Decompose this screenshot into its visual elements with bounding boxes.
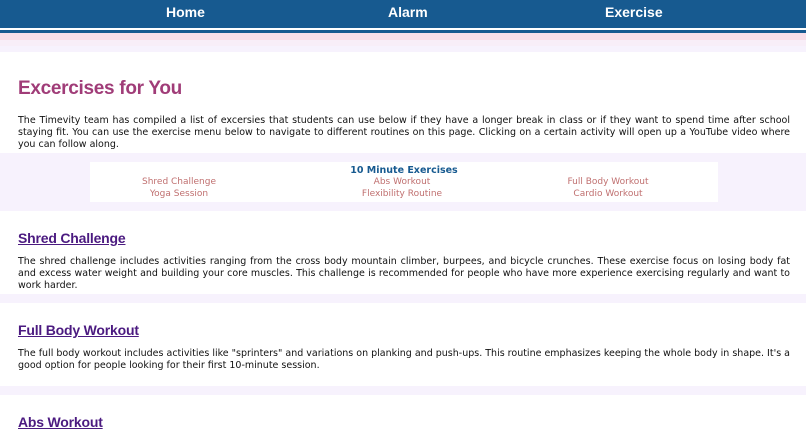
menu-item-abs-workout[interactable]: Abs Workout xyxy=(373,177,431,187)
nav-home-link[interactable]: Home xyxy=(166,4,205,20)
menu-item-cardio-workout[interactable]: Cardio Workout xyxy=(573,189,643,199)
page-title: Excercises for You xyxy=(18,78,182,99)
section-title-abs-workout: Abs Workout xyxy=(18,414,103,430)
exercise-menu-title: 10 Minute Exercises xyxy=(350,165,458,176)
section-shred-challenge xyxy=(0,211,806,294)
section-title-full-body-workout: Full Body Workout xyxy=(18,322,139,338)
section-text-full-body-workout: The full body workout includes activities like "sprinters" and variations on planking and push-ups. This routine emphasizes keeping the whole body in shape. It's a good option for people looking for their first 10-minute session. xyxy=(18,348,790,371)
top-nav xyxy=(0,0,806,46)
nav-alarm-link[interactable]: Alarm xyxy=(388,4,428,20)
section-title-shred-challenge: Shred Challenge xyxy=(18,230,126,246)
section-abs-workout xyxy=(0,395,806,433)
nav-divider-lavender xyxy=(0,40,806,46)
intro-section xyxy=(0,52,806,153)
section-text-shred-challenge: The shred challenge includes activities ranging from the cross body mountain climber, burpees, and bicycle crunches. These exercise focus on losing body fat and excess water weight and building your core muscles. This challenge is recommended for people who have more experience exercising regularly and want to work harder. xyxy=(18,256,790,291)
nav-exercise-link[interactable]: Exercise xyxy=(605,4,663,20)
exercise-menu xyxy=(90,162,718,202)
section-full-body-workout xyxy=(0,303,806,386)
nav-divider-pink xyxy=(0,33,806,40)
menu-item-yoga-session[interactable]: Yoga Session xyxy=(149,189,209,199)
menu-item-full-body-workout[interactable]: Full Body Workout xyxy=(567,177,649,187)
menu-item-flexibility-routine[interactable]: Flexibility Routine xyxy=(361,189,443,199)
intro-paragraph: The Timevity team has compiled a list of excersies that students can use below if they have a longer break in class or if they want to spend time after school staying fit. You can use the exercise menu below to navigate to different routines on this page. Clicking on a certain activity will open up a YouTube video where you can follow along. xyxy=(18,115,790,150)
menu-item-shred-challenge[interactable]: Shred Challenge xyxy=(141,177,217,187)
